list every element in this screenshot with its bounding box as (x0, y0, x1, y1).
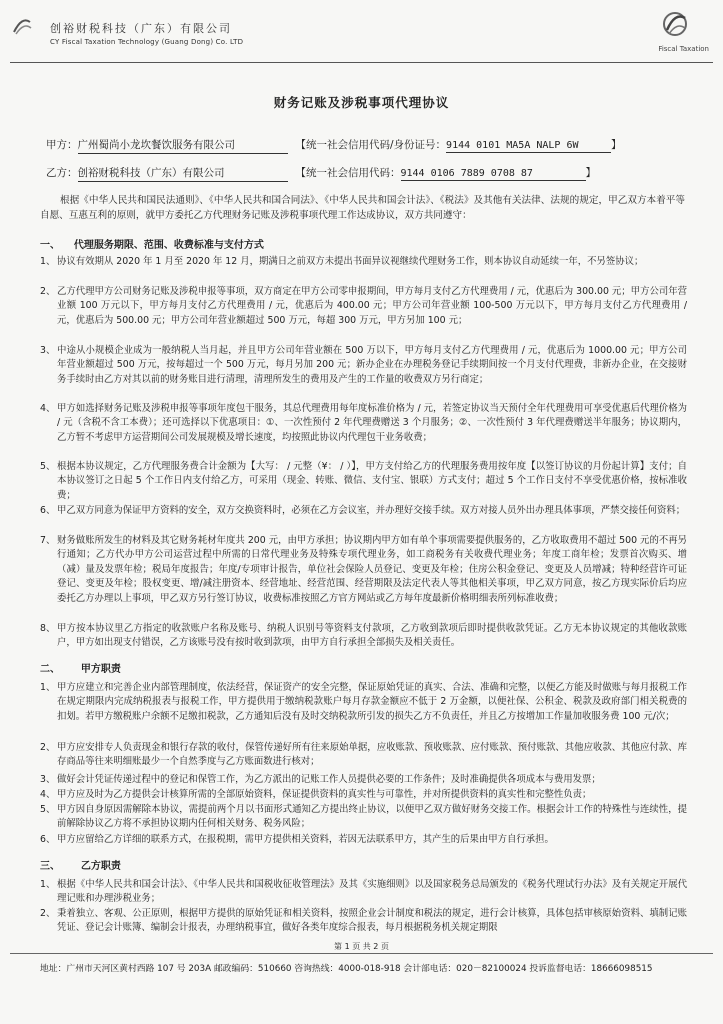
footer-divider (10, 953, 713, 954)
section-2-item: 3、 做好会计凭证传递过程中的登记和保管工作，为乙方派出的记账工作人员提供必要的工作条件；及时准确提供各项成本与费用发票； (40, 774, 601, 785)
section-1-item: 4、 甲方如选择财务记账及涉税申报等事项年度包干服务，其总代理费用每年度标准价格为 / 元，若签定协议当天预付全年代理费用可享受优惠后代理价格为 / 元（含税不含工本费）；还可选择以下优惠项目：①、一次性预付 2 年代理费赠送 3 个月服务；②、一次性预付 3 年代理费赠送半年服务；协议期内，乙方暂不考虑甲方运营期间公司发展规模及增长速度，均按照此协议内代理包干业务收费； (40, 403, 687, 443)
section-1-item: 2、 乙方代理甲方公司财务记账及涉税申报等事项，双方商定在甲方公司零申报期间，甲方每月支付乙方代理费用 / 元，优惠后为 300.00 元；甲方公司年营业额 100 万元以下，甲方每月支付乙方代理费用 / 元，优惠后为 400.00 元；甲方公司年营业额 100-500 万元以下，甲方每月支付乙方代理费用 / 元，优惠后为 500.00 元；甲方公司年营业额超过 500 万元，每超 300 万元，甲方另加 100 元； (40, 286, 687, 326)
section-2-item: 1、 甲方应建立和完善企业内部管理制度，依法经营，保证资产的安全完整，保证原始凭证的真实、合法、准确和完整，以便乙方能及时做账与每月报税工作在规定期限内完成纳税报表与报税工作，甲方提供用于缴纳税款账户每月存款金额应不低于 2 万金额，以便社保、公积金、税款及政府部门相关税费的扣划。若甲方缴税账户余额不足缴扣税款，乙方通知后没有及时交纳税款所引发的损失乙方不负责任，并且乙方按增加工作量加收服务费 100 元/次； (40, 682, 687, 722)
section-2-item: 4、 甲方应及时为乙方提供会计核算所需的全部原始资料，保证提供资料的真实性与可靠性，并对所提供资料的真实性和完整性负责； (40, 789, 592, 800)
section-1-item: 3、 中途从小规模企业成为一般纳税人当月起，并且甲方公司年营业额在 500 万以下，甲方每月支付乙方代理费用 / 元，优惠后为 1000.00 元；甲方公司年营业额超过 500 万元，按每超过一个 500 万元，每月另加 200 元；新办企业在办理税务登记手续期间按一个月支付代理费，非新办企业，在交接财务手续时由乙方对其以前的财务账目进行清理，清理所发生的费用及产生的工作量的收费双方另行商定； (40, 345, 687, 385)
party-b-label: 乙方： (46, 167, 78, 179)
page-indicator: 第 1 页 共 2 页 (334, 942, 389, 951)
section-1-item: 7、 财务做账所发生的材料及其它财务耗材年度共 200 元，由甲方承担；协议期内甲方如有单个事项需要提供服务的，乙方收取费用不超过 500 元的不再另行通知；乙方代办甲方公司运营过程中所需的日常代理业务及特殊专项代理业务，如工商税务有关收费代理业务；年度工商年检；发票首次购买、增（减）量及发票年检；税局年度报告；年度/专项审计报告，单位社会保险人员登记、变更及年检；住房公积金登记、变更及人员增减；特种经营许可证登记、变更及年检；股权变更、增/减注册资本、经营地址、经营范围、经营期限及法定代表人等其他相关事项，甲乙双方同意，按乙方现实际价后均应委托乙方办理以上事项，甲乙双方另行签订协议，收费标准按照乙方官方网站或乙方每年度最新价格明细表所列标准收费； (40, 535, 687, 604)
section-2-item: 5、 甲方因自身原因需解除本协议，需提前两个月以书面形式通知乙方提出终止协议，以便甲乙双方做好财务交接工作。根据会计工作的特殊性与连续性，提前解除协议乙方将不承担协议期内任何相关财务、税务风险； (40, 804, 687, 830)
party-a-line (46, 137, 622, 154)
header-divider (10, 62, 713, 63)
party-b-name: 创裕财税科技（广东）有限公司 (78, 165, 288, 182)
letterhead (0, 0, 723, 58)
section-2-heading: 二、 甲方职责 (40, 664, 121, 675)
section-2-item: 6、 甲方应留给乙方详细的联系方式，在报税期，需甲方提供相关资料，若因无法联系甲方，其产生的后果由甲方自行承担。 (40, 834, 554, 845)
party-b-code: 9144 0106 7889 0708 87 (401, 168, 586, 181)
footer-contact: 地址：广州市天河区黄村西路 107 号 203A 邮政编码：510660 咨询热线：4000-018-918 会计部电话：020－82100024 投诉监督电话：18666098515 (40, 964, 653, 974)
party-b-code-label: 【统一社会信用代码： (295, 167, 401, 179)
section-1-heading: 一、 代理服务期限、范围、收费标准与支付方式 (40, 240, 264, 251)
brand-label: Fiscal Taxation (658, 45, 709, 53)
company-name-cn: 创裕财税科技（广东）有限公司 (50, 22, 232, 35)
section-1-item: 1、 协议有效期从 2020 年 1 月至 2020 年 12 月，期满日之前双方未提出书面异议视继续代理财务工作，则本协议自动延续一年，不另签协议； (40, 256, 644, 267)
company-name-en: CY Fiscal Taxation Technology (Guang Dong) Co. LTD (50, 38, 244, 46)
party-a-code-label: 【统一社会信用代码/身份证号： (295, 139, 447, 151)
party-b-close: 】 (585, 167, 596, 179)
section-1-item: 8、 甲方按本协议里乙方指定的收款账户名称及账号、纳税人识别号等资料支付款项，乙方收到款项后即时提供收款凭证。乙方无本协议规定的其他收款账户，甲方如出现支付错误，乙方该账号没有按时收到款项，由甲方自行承担全部损失及相关责任。 (40, 623, 687, 649)
party-a-close: 】 (611, 139, 622, 151)
party-a-name: 广州蜀尚小龙坎餐饮服务有限公司 (78, 137, 288, 154)
company-logo-icon (10, 14, 34, 38)
fiscal-taxation-logo-icon (645, 8, 705, 48)
party-b-line (46, 165, 596, 182)
section-3-heading: 三、 乙方职责 (40, 861, 121, 872)
section-3-item: 1、 根据《中华人民共和国会计法》、《中华人民共和国税收征收管理法》及其《实施细则》以及国家税务总局颁发的《税务代理试行办法》及有关规定开展代理记账和办理涉税业务； (40, 879, 687, 905)
section-2-item: 2、 甲方应安排专人负责现金和银行存款的收付，保管传递好所有往来原始单据，应收账款、预收账款、应付账款、预付账款、其他应收款、其他应付款、库存商品等往来明细账最少一个自然季度与乙方账面数进行核对； (40, 742, 687, 768)
section-1-item: 5、 根据本协议规定，乙方代理服务费合计金额为【大写： / 元整（¥： / ）】，甲方支付给乙方的代理服务费用按年度【以签订协议的月份起计算】支付；自本协议签订之日起 5 个工作日内支付给乙方，可采用（现金、转账、微信、支付宝、银联）方式支付；超过 5 个工作日支付不享受优惠价格，按标准收费； (40, 461, 687, 501)
document-title: 财务记账及涉税事项代理协议 (273, 95, 450, 110)
party-a-label: 甲方： (46, 139, 78, 151)
party-a-code: 9144 0101 MA5A NALP 6W (446, 140, 611, 153)
intro-paragraph: 根据《中华人民共和国民法通则》、《中华人民共和国合同法》、《中华人民共和国会计法》、《税法》及其他有关法律、法规的规定，甲乙双方本着平等自愿、互惠互利的原则，就甲方委托乙方代理财务记账及涉税事项代理工作达成协议，双方共同遵守： (40, 195, 685, 221)
section-1-item: 6、 甲乙双方同意为保证甲方资料的安全，双方交换资料时，必须在乙方会议室，并办理好交接手续。双方对接人员外出办理具体事项，严禁交接任何资料； (40, 505, 686, 516)
section-3-item: 2、 秉着独立、客观、公正原则，根据甲方提供的原始凭证和相关资料，按照企业会计制度和税法的规定，进行会计核算，具体包括审核原始资料、填制记账凭证、登记会计账簿、编制会计报表，办理纳税事宜，做好各类年度综合报表，每月根据税务机关规定期限 (40, 908, 687, 934)
